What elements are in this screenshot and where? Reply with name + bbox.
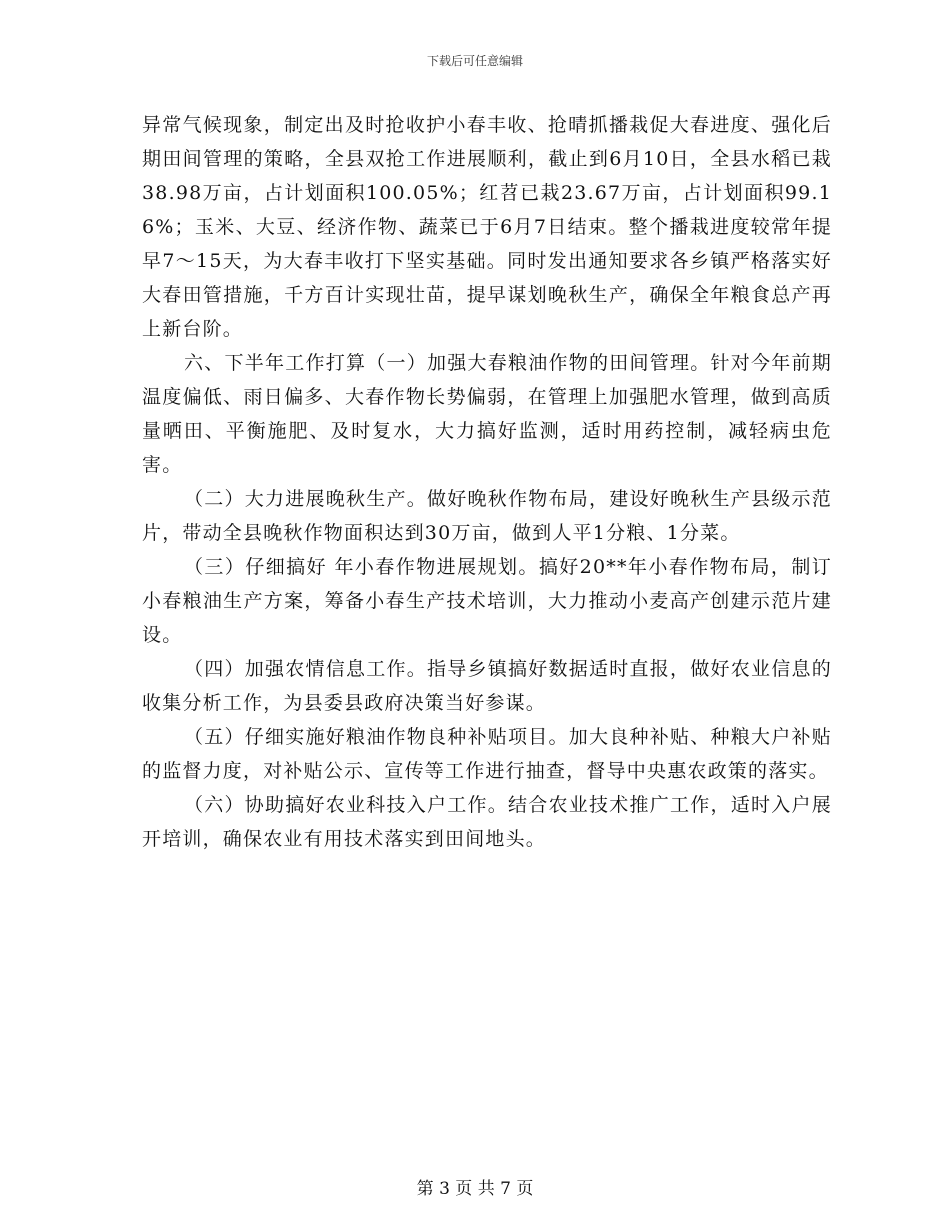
paragraph-item-2: （二）大力进展晚秋生产。做好晚秋作物布局，建设好晚秋生产县级示范片，带动全县晚秋作物面积达到30万亩，做到人平1分粮、1分菜。 bbox=[142, 488, 832, 544]
paragraph-section-six: 六、下半年工作打算（一）加强大春粮油作物的田间管理。针对今年前期温度偏低、雨日偏多、大春作物长势偏弱，在管理上加强肥水管理，做到高质量晒田、平衡施肥、及时复水，大力搞好监测，适时用药控制，减轻病虫危害。 bbox=[142, 352, 832, 476]
paragraph-continuation: 异常气候现象，制定出及时抢收护小春丰收、抢晴抓播栽促大春进度、强化后期田间管理的策略，全县双抢工作进展顺利，截止到6月10日，全县水稻已栽38.98万亩，占计划面积100.05%；红苕已栽23.67万亩，占计划面积99.16%；玉米、大豆、经济作物、蔬菜已于6月7日结束。整个播栽进度较常年提早7～15天，为大春丰收打下坚实基础。同时发出通知要求各乡镇严格落实好大春田管措施，千方百计实现壮苗，提早谋划晚秋生产，确保全年粮食总产再上新台阶。 bbox=[142, 114, 832, 340]
paragraph-item-5: （五）仔细实施好粮油作物良种补贴项目。加大良种补贴、种粮大户补贴的监督力度，对补贴公示、宣传等工作进行抽查，督导中央惠农政策的落实。 bbox=[142, 726, 832, 782]
paragraph-item-3: （三）仔细搞好 年小春作物进展规划。搞好20**年小春作物布局，制订小春粮油生产方案，筹备小春生产技术培训，大力推动小麦高产创建示范片建设。 bbox=[142, 556, 832, 646]
paragraph-item-4: （四）加强农情信息工作。指导乡镇搞好数据适时直报，做好农业信息的收集分析工作，为县委县政府决策当好参谋。 bbox=[142, 658, 832, 714]
document-body bbox=[142, 108, 832, 856]
page-number-footer: 第 3 页 共 7 页 bbox=[416, 1179, 534, 1199]
page-header-note: 下载后可任意编辑 bbox=[426, 54, 523, 68]
paragraph-item-6: （六）协助搞好农业科技入户工作。结合农业技术推广工作，适时入户展开培训，确保农业有用技术落实到田间地头。 bbox=[142, 794, 832, 850]
